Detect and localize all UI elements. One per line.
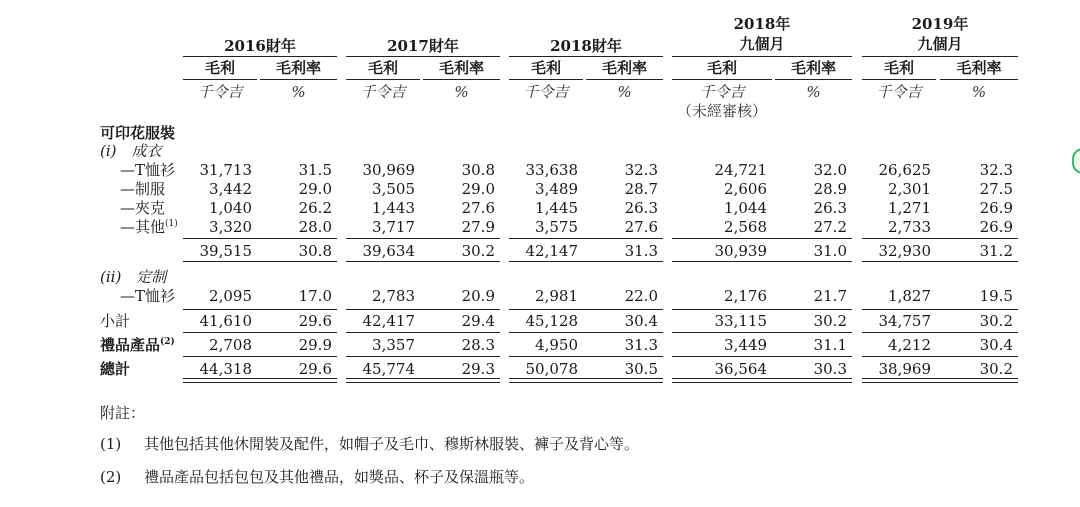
table-cell: 3,320 (209, 218, 252, 236)
table-cell: 29.4 (461, 312, 495, 330)
subheader-rule (509, 79, 583, 80)
table-cell: 27.5 (979, 180, 1013, 198)
subheader-rule (940, 79, 1018, 80)
table-cell: 30.8 (298, 242, 332, 260)
row-label-subtotal: 小計 (100, 312, 131, 330)
table-cell: 28.0 (298, 218, 332, 236)
table-cell: 30.2 (813, 312, 847, 330)
table-cell: 42,147 (525, 242, 578, 260)
subheader-gross-profit: 毛利 (367, 59, 398, 77)
subheader-gross-profit: 毛利 (706, 59, 737, 77)
subheader-rule (423, 79, 500, 80)
table-cell: 2,981 (535, 287, 578, 305)
note-number-1: (1) (100, 435, 122, 453)
table-cell: 31.0 (813, 242, 847, 260)
row-label-jacket: —夾克 (120, 199, 166, 217)
subheader-rule (862, 79, 936, 80)
table-cell: 30,939 (714, 242, 767, 260)
table-cell: 3,449 (724, 336, 767, 354)
table-cell: 29.3 (461, 360, 495, 378)
table-cell: 41,610 (199, 312, 252, 330)
table-cell: 29.6 (298, 360, 332, 378)
table-cell: 2,783 (372, 287, 415, 305)
table-rule (862, 309, 1018, 310)
table-rule (346, 261, 500, 262)
header-rule (672, 56, 852, 57)
table-cell: 29.0 (298, 180, 332, 198)
table-rule (183, 356, 337, 357)
row-label-tshirt: —T恤衫 (120, 161, 176, 179)
subheader-rule (775, 79, 852, 80)
subheader-gross-profit: 毛利 (883, 59, 914, 77)
unit-percent: % (454, 83, 469, 101)
row-label-total: 總計 (100, 360, 131, 378)
table-cell: 39,634 (362, 242, 415, 260)
table-cell: 31.3 (624, 242, 658, 260)
table-rule (183, 238, 337, 239)
table-rule (509, 332, 663, 333)
subheader-gross-profit: 毛利 (204, 59, 235, 77)
table-cell: 3,505 (372, 180, 415, 198)
table-cell: 1,271 (888, 199, 931, 217)
table-cell: 2,176 (724, 287, 767, 305)
row-label-uniform: —制服 (120, 180, 166, 198)
table-cell: 44,318 (199, 360, 252, 378)
table-cell: 26,625 (878, 161, 931, 179)
table-cell: 2,733 (888, 218, 931, 236)
table-cell: 30.3 (813, 360, 847, 378)
table-cell: 32.3 (624, 161, 658, 179)
table-cell: 33,115 (714, 312, 767, 330)
table-cell: 32.3 (979, 161, 1013, 179)
table-cell: 2,568 (724, 218, 767, 236)
table-rule (509, 356, 663, 357)
subheader-rule (672, 79, 772, 80)
table-cell: 29.0 (461, 180, 495, 198)
table-cell: 27.9 (461, 218, 495, 236)
table-cell: 38,969 (878, 360, 931, 378)
notes-title: 附註： (100, 404, 146, 422)
subheader-rule (586, 79, 663, 80)
table-rule (346, 238, 500, 239)
table-cell: 45,774 (362, 360, 415, 378)
section-custom: (ii) 定制 (100, 268, 167, 286)
row-label-others: —其他$^{(1)}$ (120, 218, 178, 236)
row-label-custom-tshirt: —T恤衫 (120, 287, 176, 305)
table-cell: 4,212 (888, 336, 931, 354)
table-cell: 24,721 (714, 161, 767, 179)
table-cell: 20.9 (461, 287, 495, 305)
table-cell: 27.2 (813, 218, 847, 236)
table-cell: 50,078 (525, 360, 578, 378)
table-cell: 17.0 (298, 287, 332, 305)
unit-thousand-ringgit: 千令吉 (197, 83, 243, 101)
table-cell: 27.6 (624, 218, 658, 236)
table-cell: 3,575 (535, 218, 578, 236)
note-number-2: (2) (100, 468, 122, 486)
table-rule (183, 261, 337, 262)
table-cell: 31.5 (298, 161, 332, 179)
table-cell: 34,757 (878, 312, 931, 330)
table-rule (672, 356, 852, 357)
unit-thousand-ringgit: 千令吉 (699, 83, 745, 101)
table-rule (183, 309, 337, 310)
subheader-rule (260, 79, 337, 80)
period-header-2018-9m-label: 九個月 (739, 35, 785, 53)
header-rule (509, 56, 663, 57)
note-text-2: 禮品產品包括包包及其他禮品，如獎品、杯子及保溫瓶等。 (144, 468, 535, 486)
table-rule (509, 238, 663, 239)
table-cell: 2,095 (209, 287, 252, 305)
table-cell: 31.3 (624, 336, 658, 354)
table-cell: 36,564 (714, 360, 767, 378)
table-rule (672, 332, 852, 333)
table-cell: 2,606 (724, 180, 767, 198)
table-cell: 1,044 (724, 199, 767, 217)
period-header-2018-9m-year: 2018年 (733, 15, 791, 33)
table-rule (183, 378, 337, 383)
note-text-1: 其他包括其他休閒裝及配件，如帽子及毛巾、穆斯林服裝、褲子及背心等。 (144, 435, 640, 453)
table-rule (862, 238, 1018, 239)
table-rule (509, 261, 663, 262)
table-cell: 3,357 (372, 336, 415, 354)
table-cell: 32.0 (813, 161, 847, 179)
unit-thousand-ringgit: 千令吉 (876, 83, 922, 101)
subheader-margin: 毛利率 (275, 59, 321, 77)
period-header-2019-9m-year: 2019年 (911, 15, 969, 33)
table-cell: 31.2 (979, 242, 1013, 260)
subheader-margin: 毛利率 (438, 59, 484, 77)
table-cell: 26.3 (813, 199, 847, 217)
table-cell: 22.0 (624, 287, 658, 305)
footnote-ref-2: (2) (160, 337, 175, 347)
table-cell: 4,950 (535, 336, 578, 354)
table-cell: 30.2 (461, 242, 495, 260)
table-rule (672, 378, 852, 383)
unit-percent: % (617, 83, 632, 101)
table-cell: 32,930 (878, 242, 931, 260)
table-rule (183, 332, 337, 333)
table-cell: 1,040 (209, 199, 252, 217)
side-widget-icon[interactable] (1072, 148, 1080, 174)
subheader-gross-profit: 毛利 (530, 59, 561, 77)
table-rule (862, 378, 1018, 383)
table-rule (346, 332, 500, 333)
header-rule (346, 56, 500, 57)
table-cell: 1,827 (888, 287, 931, 305)
table-cell: 33,638 (525, 161, 578, 179)
table-cell: 31,713 (199, 161, 252, 179)
table-cell: 42,417 (362, 312, 415, 330)
table-cell: 26.2 (298, 199, 332, 217)
section-printable-apparel: 可印花服裝 (100, 124, 176, 142)
table-rule (346, 309, 500, 310)
table-cell: 30.2 (979, 312, 1013, 330)
section-ready-made: (i) 成衣 (100, 142, 162, 160)
table-cell: 26.9 (979, 199, 1013, 217)
subheader-margin: 毛利率 (956, 59, 1002, 77)
table-cell: 1,443 (372, 199, 415, 217)
table-rule (346, 378, 500, 383)
table-cell: 30.2 (979, 360, 1013, 378)
table-cell: 2,708 (209, 336, 252, 354)
table-cell: 26.3 (624, 199, 658, 217)
table-rule (862, 356, 1018, 357)
table-rule (672, 238, 852, 239)
unit-unaudited: （未經審核） (676, 102, 767, 120)
table-cell: 45,128 (525, 312, 578, 330)
header-rule (862, 56, 1018, 57)
row-label-gift-products: 禮品產品$^{(2)}$ (100, 336, 175, 354)
table-rule (509, 378, 663, 383)
period-header-2019-9m-label: 九個月 (917, 35, 963, 53)
subheader-rule (183, 79, 257, 80)
table-cell: 2,301 (888, 180, 931, 198)
table-cell: 27.6 (461, 199, 495, 217)
subheader-rule (346, 79, 420, 80)
table-cell: 3,717 (372, 218, 415, 236)
footnote-ref-1: (1) (165, 219, 178, 229)
table-cell: 39,515 (199, 242, 252, 260)
table-cell: 28.3 (461, 336, 495, 354)
table-cell: 26.9 (979, 218, 1013, 236)
table-rule (346, 356, 500, 357)
table-cell: 30.4 (979, 336, 1013, 354)
header-rule (183, 56, 337, 57)
unit-percent: % (291, 83, 306, 101)
table-cell: 29.9 (298, 336, 332, 354)
period-header-2017: 2017財年 (387, 37, 459, 55)
unit-percent: % (806, 83, 821, 101)
table-cell: 3,489 (535, 180, 578, 198)
table-cell: 28.9 (813, 180, 847, 198)
table-cell: 1,445 (535, 199, 578, 217)
subheader-margin: 毛利率 (601, 59, 647, 77)
table-cell: 30.5 (624, 360, 658, 378)
table-cell: 28.7 (624, 180, 658, 198)
period-header-2016: 2016財年 (224, 37, 296, 55)
table-rule (672, 309, 852, 310)
period-header-2018: 2018財年 (550, 37, 622, 55)
table-cell: 3,442 (209, 180, 252, 198)
table-rule (862, 332, 1018, 333)
table-cell: 19.5 (979, 287, 1013, 305)
table-rule (672, 261, 852, 262)
table-cell: 29.6 (298, 312, 332, 330)
subheader-margin: 毛利率 (790, 59, 836, 77)
table-rule (862, 261, 1018, 262)
unit-thousand-ringgit: 千令吉 (360, 83, 406, 101)
table-rule (509, 309, 663, 310)
table-cell: 30.8 (461, 161, 495, 179)
table-cell: 30,969 (362, 161, 415, 179)
table-cell: 21.7 (813, 287, 847, 305)
unit-percent: % (971, 83, 987, 101)
unit-thousand-ringgit: 千令吉 (523, 83, 569, 101)
table-cell: 31.1 (813, 336, 847, 354)
table-cell: 30.4 (624, 312, 658, 330)
